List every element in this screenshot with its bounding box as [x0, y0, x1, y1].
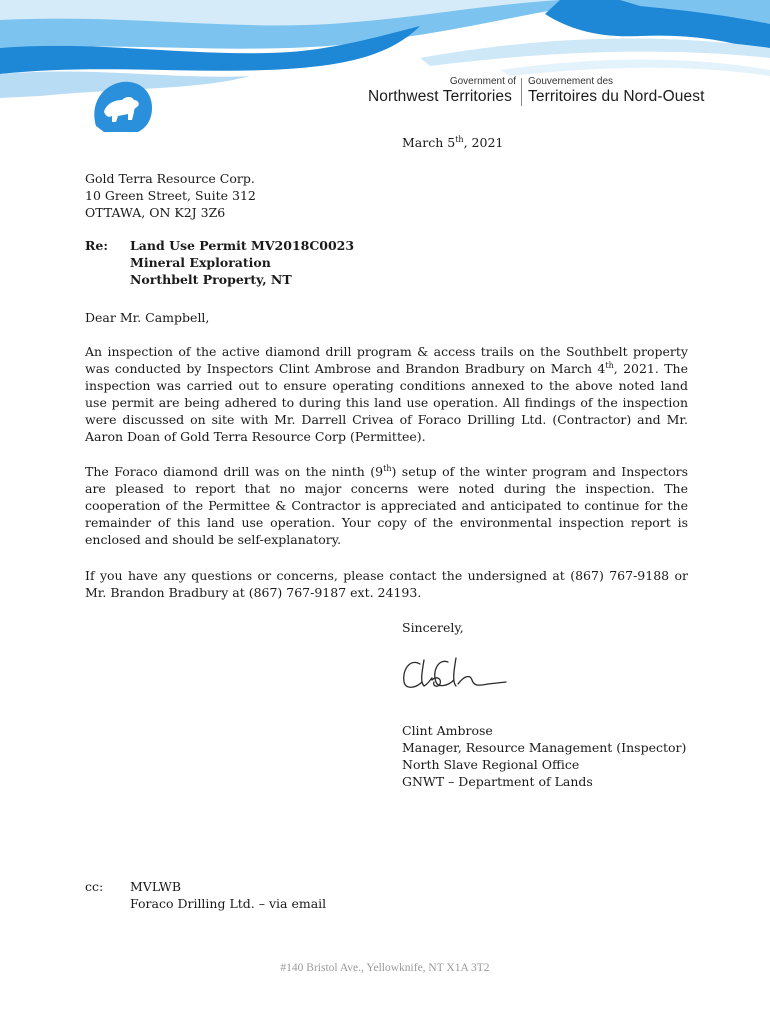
body-paragraph-2 — [85, 463, 688, 548]
signature-icon — [398, 650, 514, 696]
re-line: Northbelt Property, NT — [130, 272, 292, 287]
signer-line: North Slave Regional Office — [402, 757, 580, 772]
cc-label: cc: — [85, 879, 104, 894]
re-label: Re: — [85, 238, 108, 253]
signer-line: Clint Ambrose — [402, 723, 493, 738]
gov-en-big: Northwest Territories — [368, 88, 512, 105]
cc-line: Foraco Drilling Ltd. – via email — [130, 896, 327, 911]
letter-date — [402, 134, 503, 151]
recipient-address — [85, 170, 256, 221]
cc-list — [130, 878, 326, 912]
re-line: Land Use Permit MV2018C0023 — [130, 238, 355, 253]
p2-text-a: The Foraco diamond drill was on the ninth (9 — [85, 464, 384, 479]
p1-text-b: , 2021. The inspection was carried out to ensure operating conditions annexed to the above noted land use permit are being adhered to during this land use operation. All findings of the inspection were discussed on site with Mr. Darrell Crivea of Foraco Drilling Ltd. (Contractor) and Mr. Aaron Doan of Gold Terra Resource Corp (Permittee). — [85, 361, 688, 444]
recipient-line: OTTAWA, ON K2J 3Z6 — [85, 205, 226, 220]
p2-sup: th — [383, 463, 392, 473]
gov-fr-small: Gouvernement des — [528, 76, 614, 87]
signer-block — [402, 722, 686, 790]
date-suffix: , 2021 — [463, 135, 504, 150]
signer-line: GNWT – Department of Lands — [402, 774, 593, 789]
footer-address: #140 Bristol Ave., Yellowknife, NT X1A 3T2 — [280, 962, 490, 974]
recipient-line: 10 Green Street, Suite 312 — [85, 188, 256, 203]
cc-line: MVLWB — [130, 879, 182, 894]
re-subject — [130, 237, 354, 288]
polar-bear-logo-icon — [88, 78, 158, 134]
gov-name-english — [368, 76, 516, 106]
body-paragraph-1 — [85, 343, 688, 445]
signer-line: Manager, Resource Management (Inspector) — [402, 740, 687, 755]
gov-fr-big: Territoires du Nord-Ouest — [528, 88, 705, 105]
date-prefix: March 5 — [402, 135, 456, 150]
gov-name-french — [528, 76, 705, 106]
p1-text-a: An inspection of the active diamond drill program & access trails on the Southbelt property was conducted by Inspectors Clint Ambrose and Brandon Bradbury on March 4 — [85, 344, 688, 376]
closing: Sincerely, — [402, 620, 464, 635]
salutation: Dear Mr. Campbell, — [85, 310, 210, 325]
recipient-line: Gold Terra Resource Corp. — [85, 171, 255, 186]
re-line: Mineral Exploration — [130, 255, 271, 270]
letterhead-divider — [521, 78, 522, 106]
p2-text-b: ) setup of the winter program and Inspectors are pleased to report that no major concerns were noted during the inspection. The cooperation of the Permittee & Contractor is appreciated and anticipated to continue for the remainder of this land use operation. Your copy of the environmental inspection report is enclosed and should be self-explanatory. — [85, 464, 688, 547]
p1-sup: th — [605, 360, 614, 370]
body-paragraph-3: If you have any questions or concerns, please contact the undersigned at (867) 767-9188 or Mr. Brandon Bradbury at (867) 767-9187 ext. 24193. — [85, 568, 688, 600]
date-sup: th — [455, 134, 464, 144]
gov-en-small: Government of — [449, 76, 516, 87]
